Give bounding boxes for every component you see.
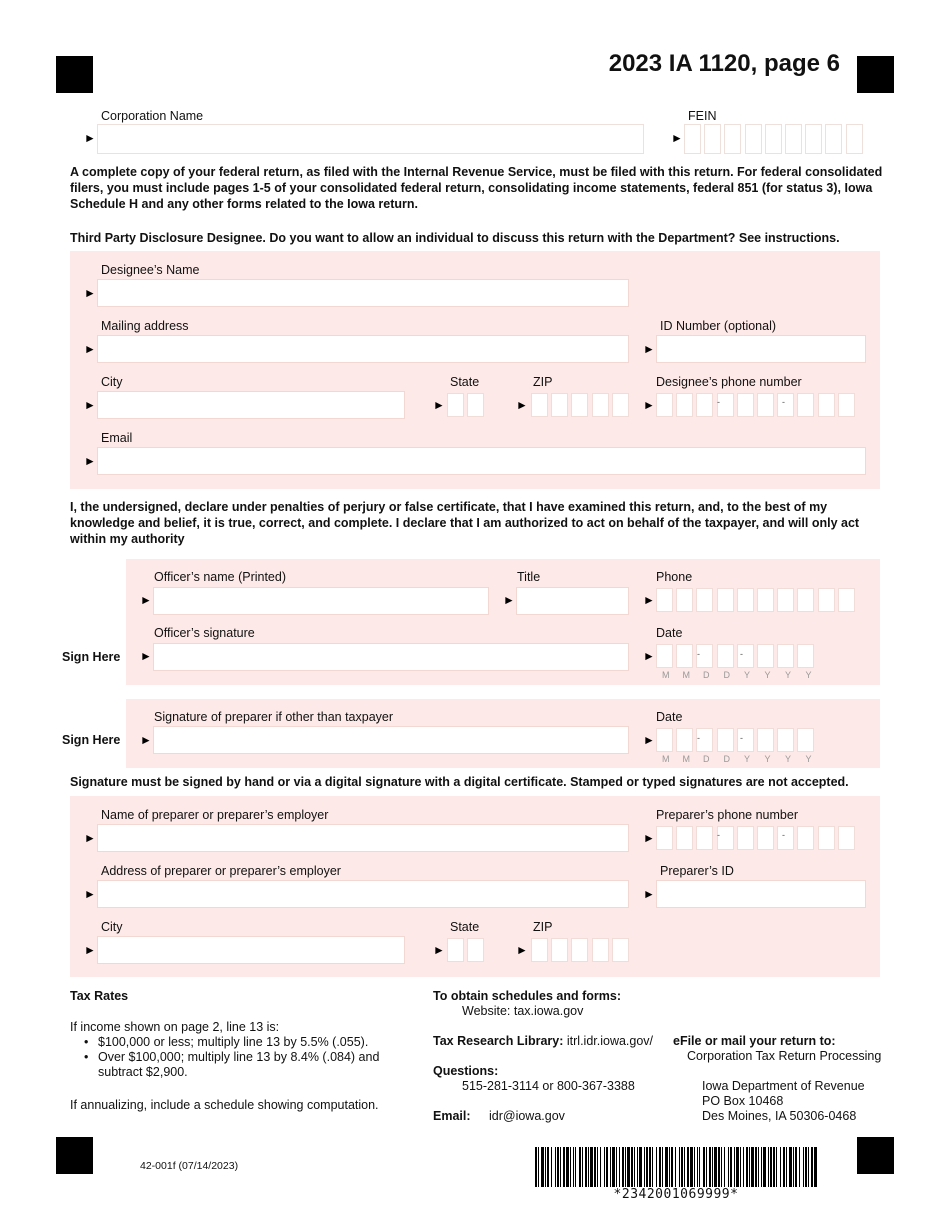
arrow-icon: ► bbox=[643, 733, 655, 747]
page-title: 2023 IA 1120, page 6 bbox=[608, 50, 840, 77]
preparer-phone-input[interactable] bbox=[656, 826, 858, 850]
arrow-icon: ► bbox=[84, 286, 96, 300]
preparer-state-input[interactable] bbox=[447, 938, 487, 962]
declaration-text: I, the undersigned, declare under penalties of perjury or false certificate, that I have examined this return, and, to the best of my knowledge and belief, it is true, correct, and complete. I declare that I am authorized to act on behalf of the taxpayer, and will only act within my authority bbox=[70, 500, 860, 546]
id-number-input[interactable] bbox=[656, 335, 866, 363]
barcode-text: *2342001069999* bbox=[613, 1187, 739, 1202]
arrow-icon: ► bbox=[84, 887, 96, 901]
arrow-icon: ► bbox=[643, 831, 655, 845]
arrow-icon: ► bbox=[84, 398, 96, 412]
officer-title-label: Title bbox=[517, 570, 541, 584]
preparer-name-input[interactable] bbox=[97, 824, 629, 852]
website-text: Website: tax.iowa.gov bbox=[462, 1004, 584, 1018]
arrow-icon: ► bbox=[643, 342, 655, 356]
sign-here-label: Sign Here bbox=[62, 733, 121, 747]
arrow-icon: ► bbox=[643, 649, 655, 663]
officer-date-label: Date bbox=[656, 626, 683, 640]
state-label: State bbox=[450, 375, 480, 389]
corporation-name-input[interactable] bbox=[97, 124, 644, 154]
mail-line-3: PO Box 10468 bbox=[702, 1094, 784, 1108]
designee-state-input[interactable] bbox=[447, 393, 487, 417]
preparer-address-input[interactable] bbox=[97, 880, 629, 908]
arrow-icon: ► bbox=[84, 454, 96, 468]
signature-note: Signature must be signed by hand or via a digital signature with a digital certificate. Stamped or typed signatures are not accepted. bbox=[70, 775, 849, 789]
tax-rates-heading: Tax Rates bbox=[70, 989, 129, 1003]
corporation-name-label: Corporation Name bbox=[101, 109, 204, 123]
preparer-zip-input[interactable] bbox=[531, 938, 632, 962]
designee-name-input[interactable] bbox=[97, 279, 629, 307]
date-separator: - bbox=[740, 733, 743, 743]
email-contact-link[interactable]: idr@iowa.gov bbox=[489, 1109, 565, 1123]
officer-name-label: Officer’s name (Printed) bbox=[154, 570, 286, 584]
designee-zip-input[interactable] bbox=[531, 393, 632, 417]
mail-line-4: Des Moines, IA 50306-0468 bbox=[702, 1109, 857, 1123]
designee-city-input[interactable] bbox=[97, 391, 405, 419]
preparer-name-label: Name of preparer or preparer’s employer bbox=[101, 808, 329, 822]
date-separator: - bbox=[740, 649, 743, 659]
preparer-address-label: Address of preparer or preparer’s employer bbox=[101, 864, 341, 878]
officer-name-input[interactable] bbox=[153, 587, 489, 615]
questions-phones: 515-281-3114 or 800-367-3388 bbox=[462, 1079, 635, 1093]
arrow-icon: ► bbox=[433, 943, 445, 957]
phone-separator: - bbox=[717, 830, 720, 840]
arrow-icon: ► bbox=[516, 398, 528, 412]
preparer-signature-label: Signature of preparer if other than taxpayer bbox=[154, 710, 394, 724]
preparer-state-label: State bbox=[450, 920, 480, 934]
arrow-icon: ► bbox=[84, 943, 96, 957]
tax-research-library bbox=[433, 1034, 653, 1049]
list-item: • $100,000 or less; multiply line 13 by 5.5% (.055). bbox=[70, 1035, 400, 1050]
arrow-icon: ► bbox=[643, 887, 655, 901]
arrow-icon: ► bbox=[84, 831, 96, 845]
mail-heading: eFile or mail your return to: bbox=[673, 1034, 836, 1048]
designee-email-input[interactable] bbox=[97, 447, 866, 475]
arrow-icon: ► bbox=[643, 398, 655, 412]
library-link[interactable]: itrl.idr.iowa.gov/ bbox=[566, 1034, 654, 1048]
phone-separator: - bbox=[782, 830, 785, 840]
annualizing-note: If annualizing, include a schedule showing computation. bbox=[70, 1098, 379, 1112]
arrow-icon: ► bbox=[84, 131, 96, 145]
preparer-id-input[interactable] bbox=[656, 880, 866, 908]
officer-title-input[interactable] bbox=[516, 587, 629, 615]
preparer-phone-label: Preparer’s phone number bbox=[656, 808, 798, 822]
barcode-bar bbox=[814, 1147, 817, 1187]
preparer-city-input[interactable] bbox=[97, 936, 405, 964]
date-format-hint: M M D D Y Y Y Y bbox=[662, 754, 812, 764]
preparer-city-label: City bbox=[101, 920, 123, 934]
tax-rates-list bbox=[70, 1035, 400, 1080]
preparer-signature-input[interactable] bbox=[153, 726, 629, 754]
arrow-icon: ► bbox=[140, 649, 152, 663]
officer-signature-input[interactable] bbox=[153, 643, 629, 671]
officer-phone-label: Phone bbox=[656, 570, 693, 584]
arrow-icon: ► bbox=[671, 131, 683, 145]
designee-heading: Third Party Disclosure Designee. Do you want to allow an individual to discuss this return with the Department? See instructions. bbox=[70, 231, 840, 245]
federal-return-notice: A complete copy of your federal return, as filed with the Internal Revenue Service, must be filed with this return. For federal consolidated filers, you must include pages 1-5 of your consolidated federal return, consolidating income statements, federal 851 (for status 3), Iowa Schedule H and any other forms related to the Iowa return. bbox=[70, 165, 883, 211]
preparer-date-input[interactable] bbox=[656, 728, 818, 752]
officer-phone-input[interactable] bbox=[656, 588, 858, 612]
arrow-icon: ► bbox=[643, 593, 655, 607]
preparer-id-label: Preparer’s ID bbox=[660, 864, 734, 878]
designee-phone-label: Designee’s phone number bbox=[656, 375, 802, 389]
city-label: City bbox=[101, 375, 123, 389]
schedules-heading: To obtain schedules and forms: bbox=[433, 989, 621, 1003]
arrow-icon: ► bbox=[503, 593, 515, 607]
list-item: • Over $100,000; multiply line 13 by 8.4% (.084) and subtract $2,900. bbox=[70, 1050, 400, 1080]
officer-date-input[interactable] bbox=[656, 644, 818, 668]
library-label: Tax Research Library: bbox=[433, 1034, 564, 1048]
registration-mark-top-right bbox=[857, 56, 894, 93]
arrow-icon: ► bbox=[516, 943, 528, 957]
mailing-address-input[interactable] bbox=[97, 335, 629, 363]
fein-input[interactable] bbox=[684, 124, 866, 154]
phone-separator: - bbox=[782, 397, 785, 407]
barcode bbox=[535, 1147, 817, 1187]
registration-mark-bottom-left bbox=[56, 1137, 93, 1174]
email-label: Email bbox=[101, 431, 133, 445]
date-separator: - bbox=[697, 733, 700, 743]
zip-label: ZIP bbox=[533, 375, 553, 389]
id-number-label: ID Number (optional) bbox=[660, 319, 777, 333]
fein-label: FEIN bbox=[688, 109, 717, 123]
tax-rates-intro: If income shown on page 2, line 13 is: bbox=[70, 1020, 280, 1034]
arrow-icon: ► bbox=[84, 342, 96, 356]
sign-here-label: Sign Here bbox=[62, 650, 121, 664]
arrow-icon: ► bbox=[140, 733, 152, 747]
preparer-date-label: Date bbox=[656, 710, 683, 724]
registration-mark-top-left bbox=[56, 56, 93, 93]
phone-separator: - bbox=[717, 397, 720, 407]
questions-label: Questions: bbox=[433, 1064, 499, 1078]
designee-name-label: Designee’s Name bbox=[101, 263, 200, 277]
email-contact-label: Email: bbox=[433, 1109, 471, 1123]
mailing-address-label: Mailing address bbox=[101, 319, 189, 333]
mail-line-1: Corporation Tax Return Processing bbox=[687, 1049, 882, 1063]
officer-signature-label: Officer’s signature bbox=[154, 626, 255, 640]
preparer-zip-label: ZIP bbox=[533, 920, 553, 934]
date-separator: - bbox=[697, 649, 700, 659]
designee-phone-input[interactable] bbox=[656, 393, 858, 417]
registration-mark-bottom-right bbox=[857, 1137, 894, 1174]
arrow-icon: ► bbox=[433, 398, 445, 412]
arrow-icon: ► bbox=[140, 593, 152, 607]
mail-line-2: Iowa Department of Revenue bbox=[702, 1079, 865, 1093]
date-format-hint: M M D D Y Y Y Y bbox=[662, 670, 812, 680]
form-id: 42-001f (07/14/2023) bbox=[140, 1160, 239, 1172]
